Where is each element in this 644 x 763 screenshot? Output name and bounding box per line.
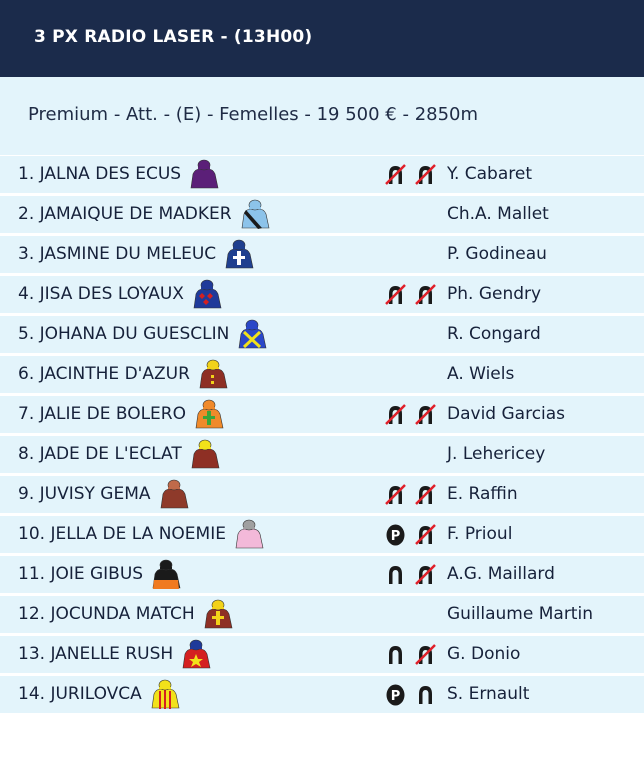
svg-text:P: P — [390, 529, 401, 544]
unshod-icon — [413, 402, 438, 427]
runner-name: 6. JACINTHE D'AZUR — [18, 364, 190, 384]
unshod-icon — [383, 282, 408, 307]
jockey-name: R. Congard — [447, 324, 541, 344]
runner-row[interactable] — [0, 236, 644, 273]
runner-name: 5. JOHANA DU GUESCLIN — [18, 324, 230, 344]
runner-name: 12. JOCUNDA MATCH — [18, 604, 195, 624]
jockey-silk-icon — [238, 198, 272, 230]
jockey-silk-icon — [196, 358, 230, 390]
jockey-name: David Garcias — [447, 404, 566, 424]
horseshoe-icon — [413, 682, 438, 707]
jockey-silk-icon — [222, 238, 256, 270]
jockey-name: F. Prioul — [447, 524, 513, 544]
runner-row[interactable] — [0, 396, 644, 433]
unshod-icon — [413, 642, 438, 667]
unshod-icon — [413, 282, 438, 307]
runner-name: 1. JALNA DES ECUS — [18, 164, 182, 184]
runner-row[interactable] — [0, 596, 644, 633]
runner-row[interactable] — [0, 156, 644, 193]
jockey-silk-icon — [188, 438, 222, 470]
runner-row[interactable] — [0, 636, 644, 673]
race-conditions: Premium - Att. - (E) - Femelles - 19 500 € - 2850m — [28, 104, 479, 125]
race-header — [0, 0, 644, 77]
jockey-name: G. Donio — [447, 644, 521, 664]
runner-row[interactable] — [0, 436, 644, 473]
unshod-icon — [413, 482, 438, 507]
runner-name: 14. JURILOVCA — [18, 684, 142, 704]
runner-name: 11. JOIE GIBUS — [18, 564, 144, 584]
runner-name: 7. JALIE DE BOLERO — [18, 404, 186, 424]
runner-row[interactable] — [0, 556, 644, 593]
jockey-silk-icon — [179, 638, 213, 670]
jockey-name: Y. Cabaret — [447, 164, 532, 184]
jockey-name: Guillaume Martin — [447, 604, 593, 624]
runner-name: 10. JELLA DE LA NOEMIE — [18, 524, 226, 544]
runner-row[interactable] — [0, 276, 644, 313]
runner-name: 9. JUVISY GEMA — [18, 484, 151, 504]
jockey-silk-icon — [235, 318, 269, 350]
runner-row[interactable] — [0, 476, 644, 513]
jockey-silk-icon — [190, 278, 224, 310]
horseshoe-icon — [383, 642, 408, 667]
jockey-name: E. Raffin — [447, 484, 518, 504]
jockey-name: Ch.A. Mallet — [447, 204, 549, 224]
runner-row[interactable] — [0, 516, 644, 553]
svg-text:P: P — [390, 689, 401, 704]
jockey-silk-icon — [148, 678, 182, 710]
jockey-name: P. Godineau — [447, 244, 547, 264]
jockey-name: S. Ernault — [447, 684, 530, 704]
runner-name: 4. JISA DES LOYAUX — [18, 284, 184, 304]
jockey-silk-icon — [232, 518, 266, 550]
runner-row[interactable] — [0, 196, 644, 233]
unshod-icon — [413, 522, 438, 547]
jockey-name: A. Wiels — [447, 364, 515, 384]
jockey-name: A.G. Maillard — [447, 564, 555, 584]
race-conditions-bar — [0, 77, 644, 155]
jockey-silk-icon — [157, 478, 191, 510]
jockey-silk-icon — [149, 558, 183, 590]
unshod-icon — [383, 482, 408, 507]
jockey-silk-icon — [192, 398, 226, 430]
plate-icon — [383, 522, 408, 547]
race-title: 3 PX RADIO LASER - (13H00) — [34, 27, 313, 47]
plate-icon — [383, 682, 408, 707]
runner-name: 2. JAMAIQUE DE MADKER — [18, 204, 232, 224]
unshod-icon — [383, 402, 408, 427]
runner-row[interactable] — [0, 356, 644, 393]
runner-name: 8. JADE DE L'ECLAT — [18, 444, 182, 464]
runner-row[interactable] — [0, 316, 644, 353]
unshod-icon — [413, 162, 438, 187]
jockey-silk-icon — [201, 598, 235, 630]
jockey-silk-icon — [187, 158, 221, 190]
jockey-name: Ph. Gendry — [447, 284, 542, 304]
runner-name: 13. JANELLE RUSH — [18, 644, 174, 664]
jockey-name: J. Lehericey — [447, 444, 546, 464]
runner-name: 3. JASMINE DU MELEUC — [18, 244, 217, 264]
runner-row[interactable] — [0, 676, 644, 713]
horseshoe-icon — [383, 562, 408, 587]
unshod-icon — [383, 162, 408, 187]
unshod-icon — [413, 562, 438, 587]
